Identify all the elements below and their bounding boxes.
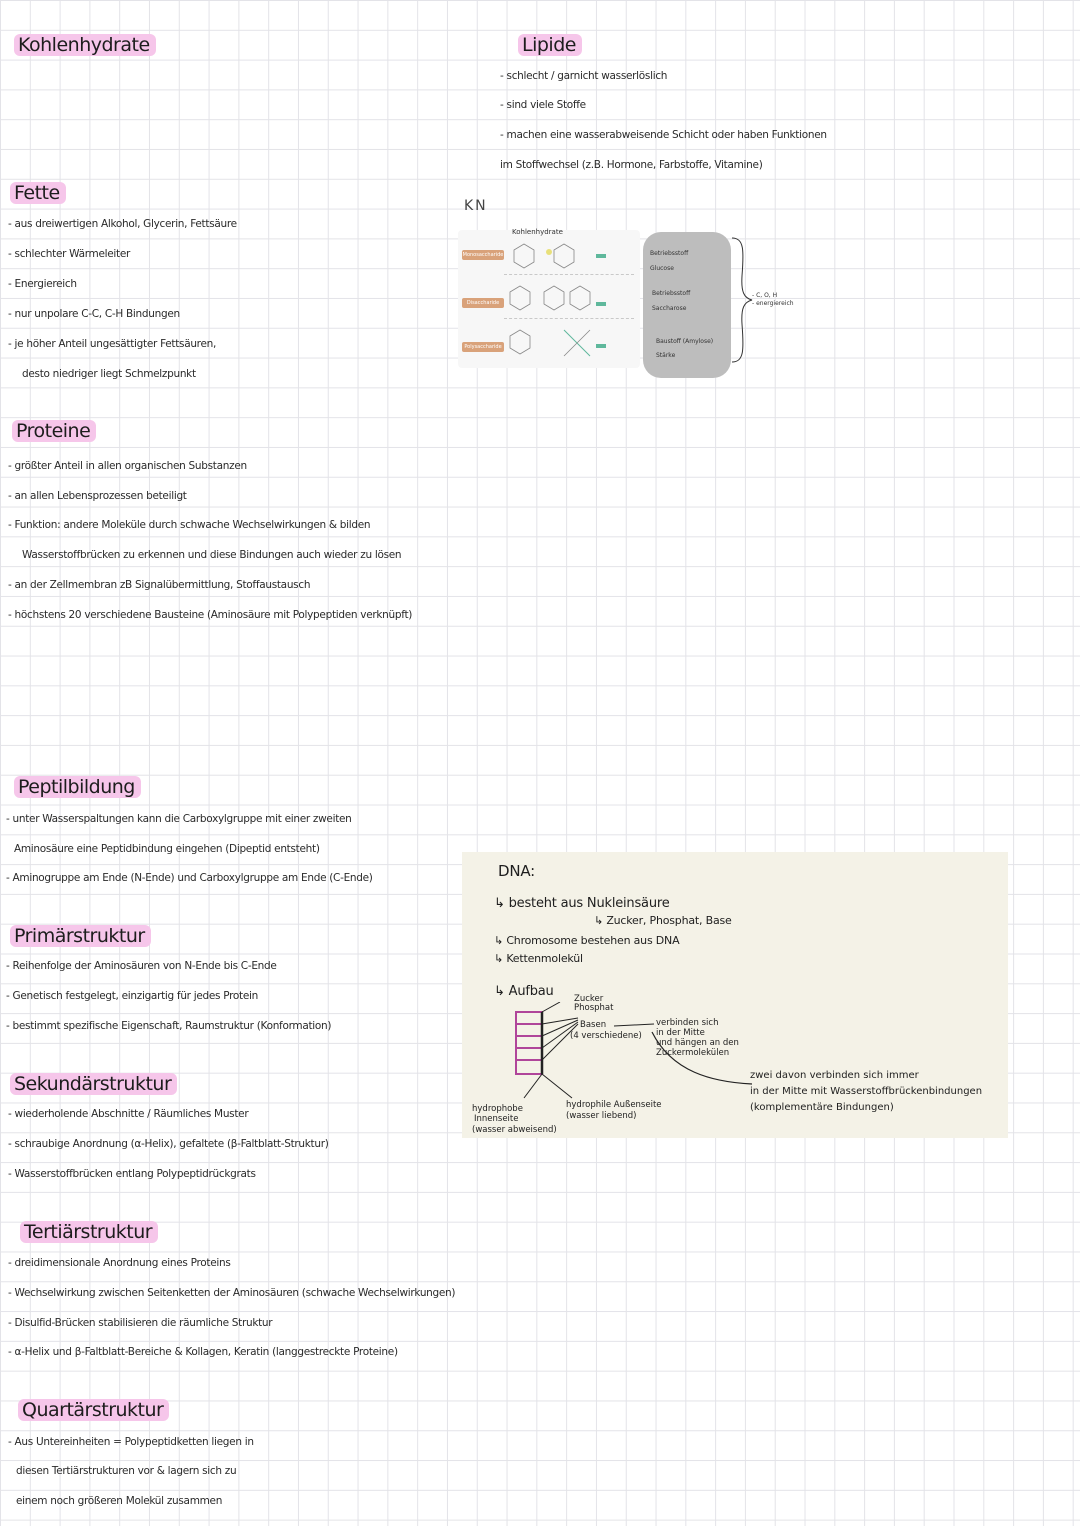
gray-label: Baustoff (Amylose): [656, 338, 714, 345]
dna-label-zwei: zwei davon verbinden sich immer: [750, 1070, 919, 1081]
fette-line: - Energiereich: [8, 278, 77, 290]
dna-label-verbinden: Zuckermolekülen: [656, 1048, 730, 1058]
primaer-line: - Reihenfolge der Aminosäuren von N-Ende bis C-Ende: [6, 960, 277, 972]
peptid-line: - Aminogruppe am Ende (N-Ende) und Carboxylgruppe am Ende (C-Ende): [6, 872, 373, 884]
heading-sekundaerstruktur: Sekundärstruktur: [10, 1073, 177, 1095]
sekundaer-line: - schraubige Anordnung (α-Helix), gefaltete (β-Faltblatt-Struktur): [8, 1138, 329, 1150]
figure-tag-mono: Monosaccharide: [462, 252, 504, 258]
dna-label-hydrophil: (wasser liebend): [566, 1111, 637, 1121]
dna-line: ↳ Aufbau: [494, 984, 554, 999]
fette-line: - schlechter Wärmeleiter: [8, 248, 131, 260]
dna-label-verbinden: und hängen an den: [656, 1038, 739, 1048]
heading-quartaerstruktur: Quartärstruktur: [18, 1399, 169, 1421]
figure-tag-di: Disaccharide: [462, 298, 504, 308]
fette-line: desto niedriger liegt Schmelzpunkt: [22, 368, 196, 380]
tertiaer-line: - α-Helix und β-Faltblatt-Bereiche & Kollagen, Keratin (langgestreckte Proteine): [8, 1346, 398, 1358]
dna-line: ↳ besteht aus Nukleinsäure: [494, 896, 670, 911]
figure-row: [504, 326, 634, 362]
heading-tertiaerstruktur: Tertiärstruktur: [20, 1221, 158, 1243]
heading-primaerstruktur: Primärstruktur: [10, 925, 151, 947]
gray-label: Glucose: [650, 265, 674, 272]
figure-row: [504, 282, 634, 319]
figure-arrow: [596, 302, 606, 306]
molecule-sketch: [504, 238, 594, 272]
proteine-line: - an allen Lebensprozessen beteiligt: [8, 490, 187, 502]
proteine-line: Wasserstoffbrücken zu erkennen und diese Bindungen auch wieder zu lösen: [22, 549, 402, 561]
proteine-line: - an der Zellmembran zB Signalübermittlung, Stoffaustausch: [8, 579, 311, 591]
molecule-sketch: [504, 326, 594, 360]
dna-title: DNA:: [498, 862, 536, 880]
lipide-line: - schlecht / garnicht wasserlöslich: [500, 70, 668, 82]
fette-line: - aus dreiwertigen Alkohol, Glycerin, Fettsäure: [8, 218, 237, 230]
fette-line: - nur unpolare C-C, C-H Bindungen: [8, 308, 180, 320]
figure-tag-poly: Polysaccharide: [462, 342, 504, 352]
heading-proteine: Proteine: [12, 420, 96, 442]
sekundaer-line: - wiederholende Abschnitte / Räumliches Muster: [8, 1108, 249, 1120]
quartaer-line: einem noch größeren Molekül zusammen: [16, 1495, 223, 1507]
primaer-line: - Genetisch festgelegt, einzigartig für jedes Protein: [6, 990, 258, 1002]
dna-label-basen2: (4 verschiedene): [570, 1031, 642, 1041]
gray-label: Stärke: [656, 352, 676, 359]
gray-label: Betriebsstoff: [652, 290, 691, 297]
quartaer-line: - Aus Untereinheiten = Polypeptidketten liegen in: [8, 1436, 254, 1448]
lipide-line: im Stoffwechsel (z.B. Hormone, Farbstoffe, Vitamine): [500, 159, 763, 171]
kn-label: KN: [464, 198, 488, 214]
proteine-line: - Funktion: andere Moleküle durch schwache Wechselwirkungen & bilden: [8, 519, 371, 531]
fette-line: - je höher Anteil ungesättigter Fettsäuren,: [8, 338, 217, 350]
dna-label-zucker: Zucker: [574, 994, 604, 1004]
lipide-line: - sind viele Stoffe: [500, 99, 586, 111]
peptid-line: Aminosäure eine Peptidbindung eingehen (Dipeptid entsteht): [14, 843, 320, 855]
lipide-line: - machen eine wasserabweisende Schicht oder haben Funktionen: [500, 129, 827, 141]
dna-label-phosphat: Phosphat: [574, 1003, 614, 1013]
dna-label-zwei: (komplementäre Bindungen): [750, 1102, 894, 1113]
figure-arrow: [596, 254, 606, 258]
tertiaer-line: - dreidimensionale Anordnung eines Proteins: [8, 1257, 231, 1269]
dna-label-hydrophob: hydrophobe: [472, 1104, 523, 1114]
dna-line: ↳ Zucker, Phosphat, Base: [594, 914, 732, 927]
proteine-line: - größter Anteil in allen organischen Substanzen: [8, 460, 247, 472]
dna-note: [462, 852, 1008, 1138]
heading-fette: Fette: [10, 182, 66, 204]
dna-line: ↳ Kettenmolekül: [494, 952, 583, 965]
dna-line: ↳ Chromosome bestehen aus DNA: [494, 934, 680, 947]
peptid-line: - unter Wasserspaltungen kann die Carboxylgruppe mit einer zweiten: [6, 813, 352, 825]
dna-label-hydrophob: (wasser abweisend): [472, 1125, 557, 1135]
heading-lipide: Lipide: [518, 34, 582, 56]
proteine-line: - höchstens 20 verschiedene Bausteine (Aminosäure mit Polypeptiden verknüpft): [8, 609, 413, 621]
dna-label-hydrophob: Innenseite: [474, 1114, 519, 1124]
figure-row: [504, 238, 634, 275]
tertiaer-line: - Wechselwirkung zwischen Seitenketten der Aminosäuren (schwache Wechselwirkungen): [8, 1287, 456, 1299]
gray-label: Saccharose: [652, 305, 687, 312]
dna-label-verbinden: in der Mitte: [656, 1028, 705, 1038]
sekundaer-line: - Wasserstoffbrücken entlang Polypeptidrückgrats: [8, 1168, 256, 1180]
figure-title: Kohlenhydrate: [512, 228, 563, 236]
brace-note: - C, O, H - energiereich: [752, 292, 794, 307]
molecule-sketch: [504, 282, 594, 316]
tertiaer-line: - Disulfid-Brücken stabilisieren die räumliche Struktur: [8, 1317, 273, 1329]
dna-label-zwei: in der Mitte mit Wasserstoffbrückenbindungen: [750, 1086, 983, 1097]
quartaer-line: diesen Tertiärstrukturen vor & lagern sich zu: [16, 1465, 237, 1477]
heading-peptidbildung: Peptilbildung: [14, 776, 141, 798]
dna-label-verbinden: verbinden sich: [656, 1018, 719, 1028]
dna-label-hydrophil: hydrophile Außenseite: [566, 1100, 662, 1110]
primaer-line: - bestimmt spezifische Eigenschaft, Raumstruktur (Konformation): [6, 1020, 332, 1032]
gray-label: Betriebsstoff: [650, 250, 689, 257]
dna-label-basen: Basen: [580, 1020, 607, 1030]
heading-kohlenhydrate: Kohlenhydrate: [14, 34, 156, 56]
kohlenhydrate-figure: [458, 230, 640, 368]
figure-arrow: [596, 344, 606, 348]
